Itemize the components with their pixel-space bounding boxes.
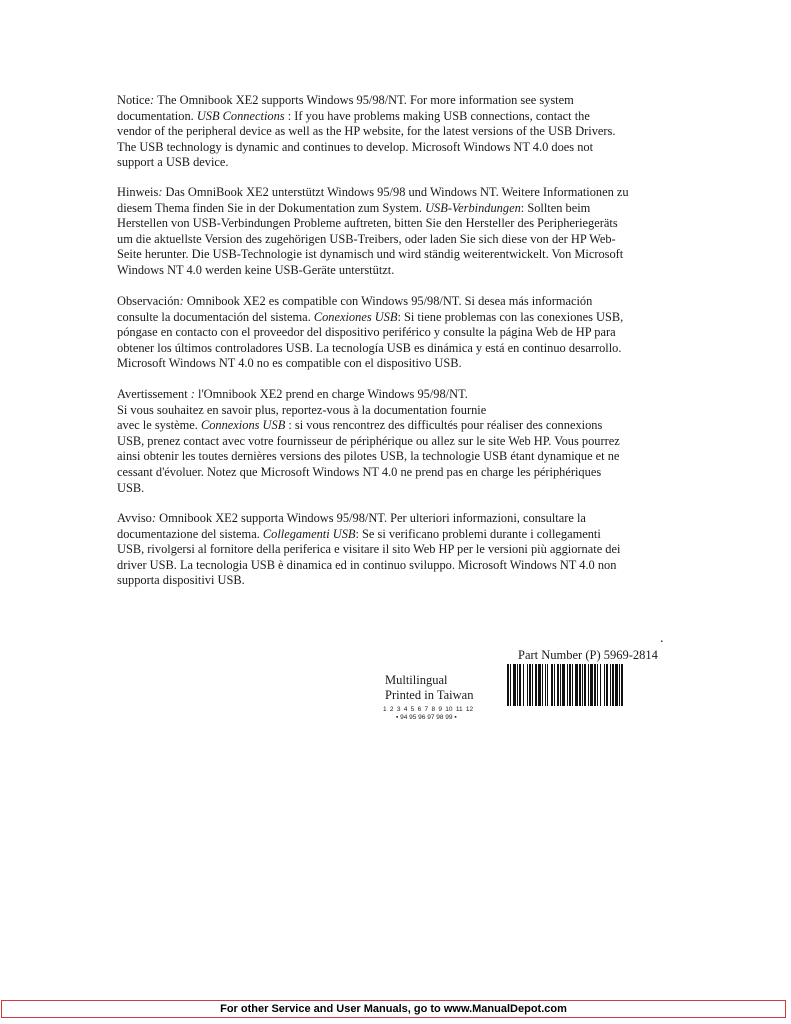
notice-german xyxy=(117,185,682,279)
text-segment: The USB technology is dynamic and continues to develop. Microsoft Windows NT 4.0 does not xyxy=(117,139,594,154)
italic-heading: : xyxy=(150,93,158,107)
text-line xyxy=(117,310,682,326)
text-segment: : si vous rencontrez des difficultés pour réaliser des connexions xyxy=(285,418,603,433)
notice-french xyxy=(117,387,682,496)
italic-heading: : xyxy=(190,387,198,401)
text-line xyxy=(117,527,682,543)
text-segment: Herstellen von USB-Verbindungen Probleme auftreten, bitten Sie den Hersteller des Peripheriegeräts xyxy=(117,216,618,231)
barcode-bar xyxy=(606,664,608,706)
text-line xyxy=(117,294,682,310)
text-segment: The Omnibook XE2 supports Windows 95/98/NT. For more information see system xyxy=(157,93,574,107)
barcode-bar xyxy=(582,664,583,706)
barcode-bar xyxy=(567,664,568,706)
barcode-bar xyxy=(542,664,543,706)
text-line xyxy=(117,356,682,372)
barcode-bar xyxy=(569,664,571,706)
text-segment: : Si tiene problemas con las conexiones USB, xyxy=(397,309,624,324)
barcode-bar xyxy=(621,664,623,706)
barcode-bar xyxy=(572,664,573,706)
barcode-bar xyxy=(604,664,605,706)
text-segment: driver USB. La tecnologia USB è dinamica ed in continuo sviluppo. Microsoft Windows NT 4.0 non xyxy=(117,557,617,572)
barcode-bar xyxy=(619,664,620,706)
notice-english xyxy=(117,93,682,171)
notice-italian xyxy=(117,511,682,589)
barcode-bar xyxy=(527,664,528,706)
text-segment: supporta dispositivi USB. xyxy=(117,573,245,588)
barcode-bar xyxy=(554,664,555,706)
print-years: ▪ 94 95 96 97 98 99 ▪ xyxy=(396,714,457,721)
italic-heading: USB-Verbindungen xyxy=(425,200,521,215)
text-line xyxy=(117,93,682,109)
text-line xyxy=(117,573,682,589)
barcode-bar xyxy=(532,664,533,706)
text-segment: support a USB device. xyxy=(117,155,229,170)
barcode-bar xyxy=(612,664,614,706)
text-segment: póngase en contacto con el proveedor del dispositivo periférico y consulte la página Web de HP para xyxy=(117,325,616,340)
multilingual-label: Multilingual xyxy=(385,673,448,687)
barcode-bar xyxy=(615,664,618,706)
text-segment: documentation. xyxy=(117,108,197,123)
barcode-image xyxy=(507,664,667,706)
text-line xyxy=(117,325,682,341)
text-line xyxy=(117,558,682,574)
text-segment: avec le système. xyxy=(117,418,201,433)
text-line xyxy=(117,201,682,217)
text-line xyxy=(117,465,682,481)
text-segment: : Sollten beim xyxy=(520,200,591,215)
barcode-bar xyxy=(588,664,589,706)
italic-heading: : xyxy=(179,294,187,308)
barcode-bar xyxy=(610,664,611,706)
text-segment: : If you have problems making USB connections, contact the xyxy=(284,108,590,123)
text-line xyxy=(117,232,682,248)
text-segment: USB, rivolgersi al fornitore della periferica e visitare il sito Web HP per le versioni più aggiornate dei xyxy=(117,542,621,557)
text-line xyxy=(117,216,682,232)
text-line xyxy=(117,140,682,156)
text-segment: Das OmniBook XE2 unterstützt Windows 95/98 und Windows NT. Weitere Informationen zu xyxy=(165,185,629,199)
text-segment: USB. xyxy=(117,480,145,495)
italic-heading: : xyxy=(151,511,160,525)
text-segment: Si vous souhaitez en savoir plus, reportez-vous à la documentation fournie xyxy=(117,402,487,417)
barcode-bar xyxy=(590,664,593,706)
text-segment: Hinweis xyxy=(117,185,159,199)
text-line xyxy=(117,341,682,357)
print-run-numbers: 1 2 3 4 5 6 7 8 9 10 11 12 xyxy=(383,706,474,713)
text-segment: Notice xyxy=(117,93,151,107)
text-segment: Omnibook XE2 supporta Windows 95/98/NT. Per ulteriori informazioni, consultare la xyxy=(159,511,586,525)
text-line xyxy=(117,449,682,465)
barcode-bar xyxy=(547,664,548,706)
text-segment: : Se si verificano problemi durante i collegamenti xyxy=(355,526,601,541)
barcode-bar xyxy=(560,664,561,706)
footer-text[interactable]: For other Service and User Manuals, go to www.ManualDepot.com xyxy=(220,1003,567,1015)
text-segment: um die aktuellste Version des zugehörigen USB-Treibers, oder laden Sie sich diese von der HP Web- xyxy=(117,231,616,246)
barcode-bar xyxy=(538,664,541,706)
text-segment: USB, prenez contact avec votre fournisseur de périphérique ou allez sur le site Web HP. Vous pourrez xyxy=(117,433,620,448)
text-segment: Avviso xyxy=(117,511,152,525)
barcode-bar xyxy=(523,664,524,706)
barcode-bar xyxy=(517,664,518,706)
text-segment: Seite herunter. Die USB-Technologie ist dynamisch und wird ständig weiterentwickelt. Von Microsoft xyxy=(117,247,624,262)
text-line xyxy=(117,542,682,558)
text-line xyxy=(117,403,682,419)
barcode-bar xyxy=(510,664,511,706)
barcode-bar xyxy=(584,664,586,706)
text-segment: l'Omnibook XE2 prend en charge Windows 95/98/NT. xyxy=(198,387,468,401)
text-line xyxy=(117,263,682,279)
text-line xyxy=(117,124,682,140)
footer-banner[interactable] xyxy=(1,1000,786,1018)
text-line xyxy=(117,185,682,201)
italic-heading: : xyxy=(158,185,166,199)
text-segment: obtener los últimos controladores USB. La tecnología USB es dinámica y está en continuo desarrollo. xyxy=(117,340,622,355)
printed-in-label: Printed in Taiwan xyxy=(385,688,474,702)
text-line xyxy=(117,434,682,450)
text-segment: cessant d'évoluer. Notez que Microsoft Windows NT 4.0 ne prend pas en charge les périphériques xyxy=(117,464,602,479)
barcode-bar xyxy=(594,664,596,706)
text-segment: Microsoft Windows NT 4.0 no es compatible con el dispositivo USB. xyxy=(117,356,462,371)
barcode-bar xyxy=(551,664,553,706)
text-line xyxy=(117,511,682,527)
text-segment: vendor of the peripheral device as well as the HP website, for the latest versions of the USB Drivers. xyxy=(117,124,616,139)
text-line xyxy=(117,481,682,497)
barcode-bar xyxy=(575,664,578,706)
barcode-bar xyxy=(519,664,521,706)
text-segment: Avertissement xyxy=(117,387,191,401)
text-line xyxy=(117,247,682,263)
text-segment: Observación xyxy=(117,294,180,308)
barcode-bar xyxy=(545,664,546,706)
text-segment: Windows NT 4.0 werden keine USB-Geräte unterstützt. xyxy=(117,262,395,277)
italic-heading: Collegamenti USB xyxy=(262,526,356,541)
text-line xyxy=(117,155,682,171)
italic-heading: Connexions USB xyxy=(200,418,286,433)
text-segment: ainsi obtenir les toutes dernières versions des pilotes USB, la technologie USB étant dynamique et ne xyxy=(117,449,620,464)
text-line xyxy=(117,387,682,403)
barcode-bar xyxy=(579,664,581,706)
barcode-bar xyxy=(557,664,559,706)
barcode-bar xyxy=(562,664,565,706)
registration-dot: . xyxy=(660,631,664,646)
text-line xyxy=(117,418,682,434)
text-segment: consulte la documentación del sistema. xyxy=(117,309,314,324)
barcode-bar xyxy=(507,664,509,706)
text-line xyxy=(117,109,682,125)
barcode-bar xyxy=(597,664,598,706)
barcode-bar xyxy=(535,664,537,706)
part-number: Part Number (P) 5969-2814 xyxy=(518,648,658,662)
barcode-bar xyxy=(600,664,601,706)
notice-spanish xyxy=(117,294,682,372)
italic-heading: USB Connections xyxy=(196,108,285,123)
barcode-bar xyxy=(513,664,516,706)
barcode-bar xyxy=(529,664,531,706)
text-segment: documentazione del sistema. xyxy=(117,526,263,541)
text-segment: diesem Thema finden Sie in der Dokumentation zum System. xyxy=(117,200,426,215)
italic-heading: Conexiones USB xyxy=(313,309,398,324)
text-segment: Omnibook XE2 es compatible con Windows 95/98/NT. Si desea más información xyxy=(186,294,593,308)
